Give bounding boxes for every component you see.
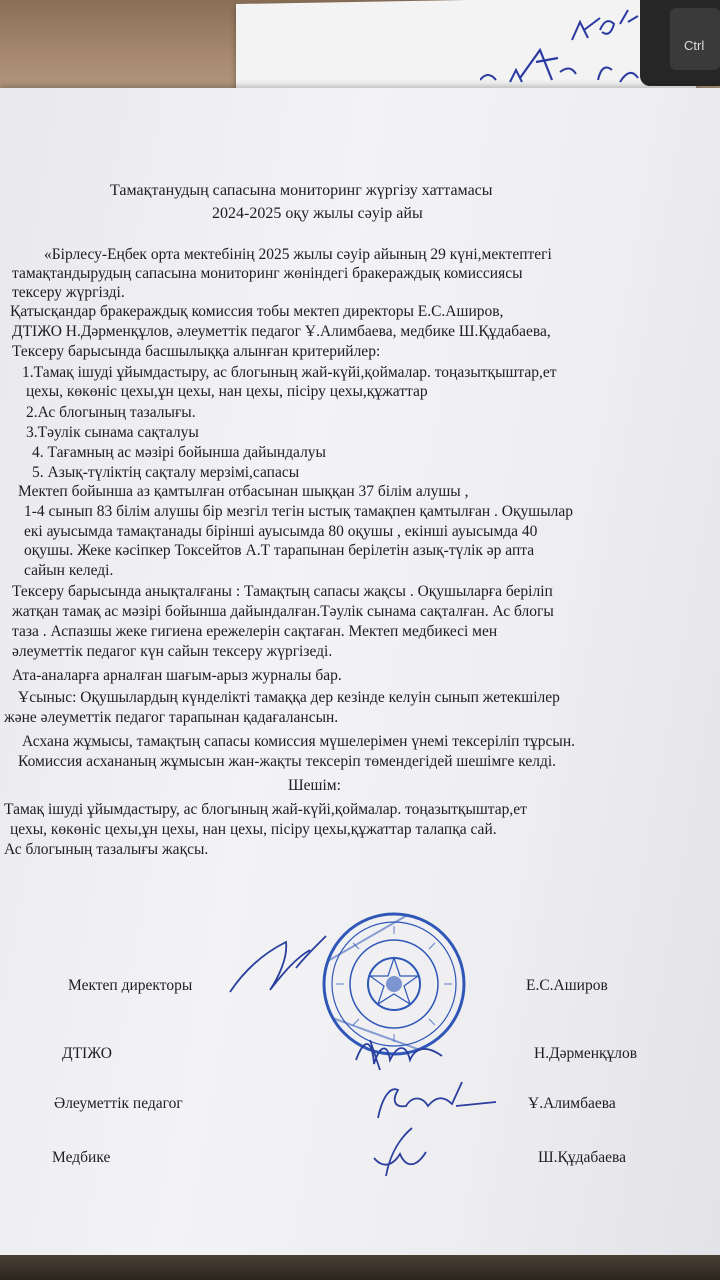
body-line: 1-4 сынып 83 білім алушы бір мезгіл тегін ыстық тамақпен қамтылған . Оқушылар (24, 503, 573, 520)
signature-role-social-pedagogue: Әлеуметтік педагог (54, 1095, 183, 1112)
body-line: 1.Тамақ ішуді ұйымдастыру, ас блогының жай-күйі,қоймалар. тоңазытқыштар,ет (22, 364, 557, 381)
body-line: 2.Ас блогының тазалығы. (26, 404, 196, 421)
body-line: тамақтандырудың сапасына мониторинг жөніндегі бракераждық комиссиясы (12, 265, 523, 282)
body-line: 4. Тағамның ас мәзірі бойынша дайындалуы (32, 444, 326, 461)
body-line: Мектеп бойынша аз қамтылған отбасынан шыққан 37 білім алушы , (18, 483, 469, 500)
signature-role-director: Мектеп директоры (68, 977, 193, 994)
signature-role-nurse: Медбике (52, 1149, 111, 1166)
ctrl-key: Ctrl (670, 8, 720, 70)
handwritten-signature-nurse (366, 1124, 436, 1180)
body-line: Тексеру барысында анықталғаны : Тамақтың сапасы жақсы . Оқушыларға беріліп (12, 583, 553, 600)
table-surface-bottom (0, 1255, 720, 1280)
handwritten-scribble-icon (480, 0, 650, 90)
body-line: ДТІЖО Н.Дәрменқұлов, әлеуметтік педагог Ұ.Алимбаева, медбике Ш.Құдабаева, (12, 323, 551, 340)
decision-line: цехы, көкөніс цехы,ұн цехы, нан цехы, пісіру цехы,құжаттар талапқа сай. (10, 821, 497, 838)
body-line: сайын келеді. (24, 562, 114, 579)
signature-name-deputy: Н.Дәрменқұлов (534, 1045, 638, 1062)
document-title-line1: Тамақтанудың сапасына мониторинг жүргізу хаттамасы (110, 182, 493, 199)
body-line: «Бірлесу-Еңбек орта мектебінің 2025 жылы сәуір айының 29 күні,мектептегі (44, 246, 552, 263)
body-line: Ұсыныс: Оқушылардың күнделікті тамаққа дер кезінде келуін сынып жетекшілер (18, 689, 560, 706)
body-line: 3.Тәулік сынама сақталуы (26, 424, 199, 441)
decision-line: Ас блогының тазалығы жақсы. (4, 841, 209, 858)
body-line: жатқан тамақ ас мәзірі бойынша дайындалған.Тәулік сынама сақталған. Ас блогы (12, 603, 554, 620)
handwritten-signature-social-pedagogue (372, 1078, 500, 1124)
decision-line: Тамақ ішуді ұйымдастыру, ас блогының жай-күйі,қоймалар. тоңазытқыштар,ет (4, 801, 527, 818)
decision-heading: Шешім: (288, 777, 341, 794)
body-line: цехы, көкөніс цехы,ұн цехы, нан цехы, пісіру цехы,құжаттар (26, 383, 428, 400)
body-line: 5. Азық-түліктің сақталу мерзімі,сапасы (32, 464, 300, 481)
body-line: екі ауысымда тамақтанады бірінші ауысымда 80 оқушы , екінші ауысымда 40 (24, 523, 538, 540)
body-line: Асхана жұмысы, тамақтың сапасы комиссия мүшелерімен үнемі тексеріліп тұрсын. (22, 733, 576, 750)
body-line: әлеуметтік педагог күн сайын тексеру жүргізеді. (12, 643, 333, 660)
body-line: Қатысқандар бракераждық комиссия тобы мектеп директоры Е.С.Аширов, (10, 303, 504, 320)
body-line: Комиссия асхананың жұмысын жан-жақты тексеріп төмендегідей шешімге келді. (18, 753, 557, 770)
body-line: таза . Аспазшы жеке гигиена ережелерін сақтаған. Мектеп медбикесі мен (12, 623, 498, 640)
body-line: тексеру жүргізді. (12, 284, 125, 301)
signature-name-social-pedagogue: Ұ.Алимбаева (528, 1095, 616, 1112)
handwritten-signature-director (226, 928, 336, 998)
body-line: Тексеру барысында басшылыққа алынған критерийлер: (12, 343, 381, 360)
document-title-line2: 2024-2025 оқу жылы сәуір айы (212, 205, 423, 222)
body-line: оқушы. Жеке кәсіпкер Токсейтов А.Т тарапынан берілетін азық-түлік әр апта (24, 542, 535, 559)
body-line: Ата-аналарға арналған шағым-арыз журналы бар. (12, 667, 342, 684)
signature-name-nurse: Ш.Құдабаева (538, 1149, 627, 1166)
signature-role-deputy: ДТІЖО (62, 1045, 112, 1062)
handwritten-signature-deputy (350, 1030, 450, 1076)
signature-name-director: Е.С.Аширов (526, 977, 608, 994)
body-line: және әлеуметтік педагог тарапынан қадағалансын. (4, 709, 339, 726)
